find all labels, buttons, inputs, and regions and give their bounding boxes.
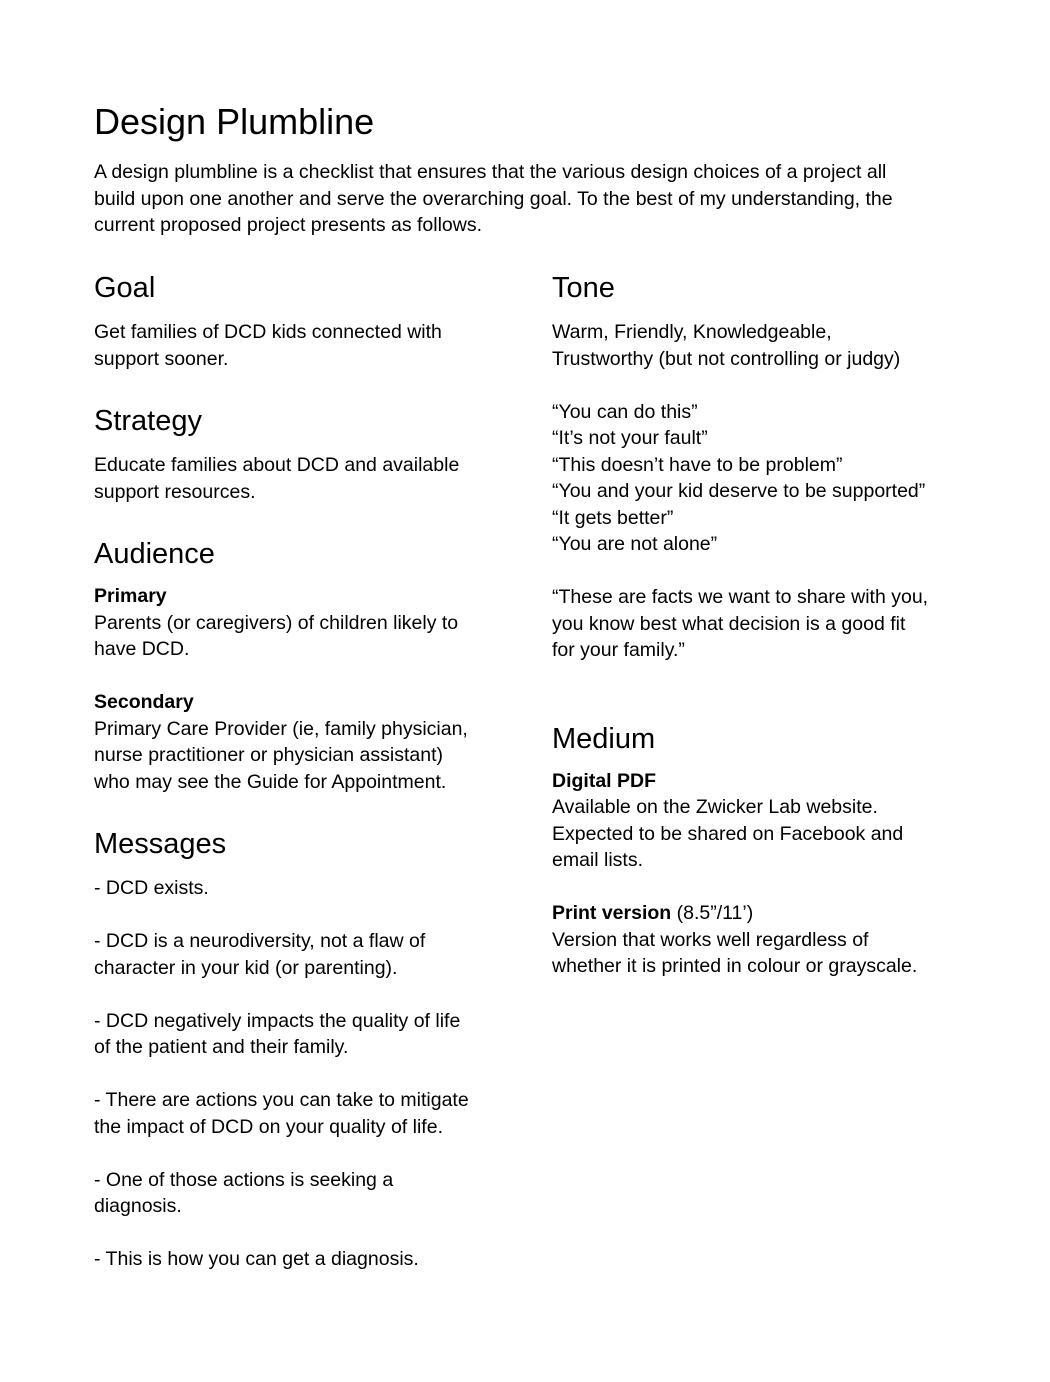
medium-digital-line: email lists. — [552, 849, 644, 871]
audience-secondary-label: Secondary — [94, 691, 194, 713]
tone-quotes — [552, 399, 962, 558]
medium-print-size: (8.5”/11’) — [671, 902, 754, 924]
intro-line: A design plumbline is a checklist that ensures that the various design choices of a project all — [94, 161, 887, 183]
right-column — [552, 268, 962, 980]
audience-section — [94, 534, 494, 795]
medium-print-line: Version that works well regardless of — [552, 928, 869, 951]
message-line: diagnosis. — [94, 1195, 182, 1217]
audience-secondary-line: Primary Care Provider (ie, family physician, — [94, 717, 468, 740]
message-item — [94, 1246, 494, 1273]
tone-closing-line: you know best what decision is a good fit — [552, 612, 906, 635]
message-line: - DCD exists. — [94, 877, 209, 899]
medium-print — [552, 900, 962, 980]
goal-text — [94, 319, 494, 372]
message-item — [94, 928, 494, 981]
tone-quote: “You are not alone” — [552, 533, 718, 555]
strategy-line: Educate families about DCD and available — [94, 454, 460, 476]
tone-heading: Tone — [552, 272, 615, 304]
tone-section — [552, 268, 962, 664]
tone-quote: “It gets better” — [552, 506, 674, 529]
tone-closing-line: for your family.” — [552, 639, 685, 661]
medium-print-label: Print version — [552, 902, 672, 924]
goal-heading: Goal — [94, 272, 156, 304]
strategy-line: support resources. — [94, 480, 256, 503]
tone-quote: “It’s not your fault” — [552, 427, 708, 449]
tone-descriptor-line: Trustworthy (but not controlling or judgy) — [552, 347, 901, 370]
audience-secondary-line: nurse practitioner or physician assistant) — [94, 744, 443, 766]
medium-digital-label: Digital PDF — [552, 769, 657, 792]
medium-digital-line: Available on the Zwicker Lab website. — [552, 796, 878, 818]
messages-section — [94, 824, 494, 1273]
strategy-section — [94, 401, 494, 505]
messages-list — [94, 875, 494, 1273]
audience-primary — [94, 583, 494, 663]
strategy-heading: Strategy — [94, 405, 202, 437]
medium-digital — [552, 768, 962, 874]
tone-closing-quote — [552, 584, 962, 664]
audience-primary-line: have DCD. — [94, 638, 190, 660]
message-line: of the patient and their family. — [94, 1036, 349, 1058]
medium-section — [552, 719, 962, 980]
strategy-text — [94, 452, 494, 505]
goal-line: Get families of DCD kids connected with — [94, 321, 442, 343]
message-item — [94, 1008, 494, 1061]
goal-section — [94, 268, 494, 372]
audience-secondary — [94, 689, 494, 795]
message-line: - DCD negatively impacts the quality of life — [94, 1009, 461, 1032]
message-line: - DCD is a neurodiversity, not a flaw of — [94, 930, 426, 952]
medium-print-line: whether it is printed in colour or grayscale. — [552, 955, 918, 977]
audience-primary-label: Primary — [94, 585, 167, 607]
message-line: - One of those actions is seeking a — [94, 1168, 394, 1191]
message-line: - There are actions you can take to mitigate — [94, 1089, 469, 1111]
tone-descriptors — [552, 319, 962, 372]
messages-heading: Messages — [94, 828, 227, 860]
tone-closing-line: “These are facts we want to share with you, — [552, 586, 929, 608]
audience-primary-line: Parents (or caregivers) of children likely to — [94, 611, 459, 634]
medium-print-label-line — [552, 900, 962, 927]
audience-heading: Audience — [94, 538, 215, 570]
message-item — [94, 875, 494, 902]
goal-line: support sooner. — [94, 347, 229, 370]
message-item — [94, 1167, 494, 1220]
message-item — [94, 1087, 494, 1140]
intro-line: current proposed project presents as follows. — [94, 214, 483, 236]
left-column — [94, 268, 494, 1273]
message-line: character in your kid (or parenting). — [94, 956, 398, 979]
intro-paragraph — [94, 159, 944, 239]
audience-secondary-line: who may see the Guide for Appointment. — [94, 770, 447, 793]
intro-line: build upon one another and serve the overarching goal. To the best of my understanding, the — [94, 187, 893, 210]
medium-digital-line: Expected to be shared on Facebook and — [552, 822, 904, 845]
tone-quote: “You can do this” — [552, 400, 698, 423]
message-line: - This is how you can get a diagnosis. — [94, 1248, 419, 1270]
page-title: Design Plumbline — [94, 101, 375, 142]
medium-heading: Medium — [552, 722, 656, 755]
tone-quote: “You and your kid deserve to be supported” — [552, 480, 926, 502]
tone-descriptor-line: Warm, Friendly, Knowledgeable, — [552, 321, 832, 343]
message-line: the impact of DCD on your quality of life. — [94, 1115, 443, 1138]
tone-quote: “This doesn’t have to be problem” — [552, 453, 843, 476]
